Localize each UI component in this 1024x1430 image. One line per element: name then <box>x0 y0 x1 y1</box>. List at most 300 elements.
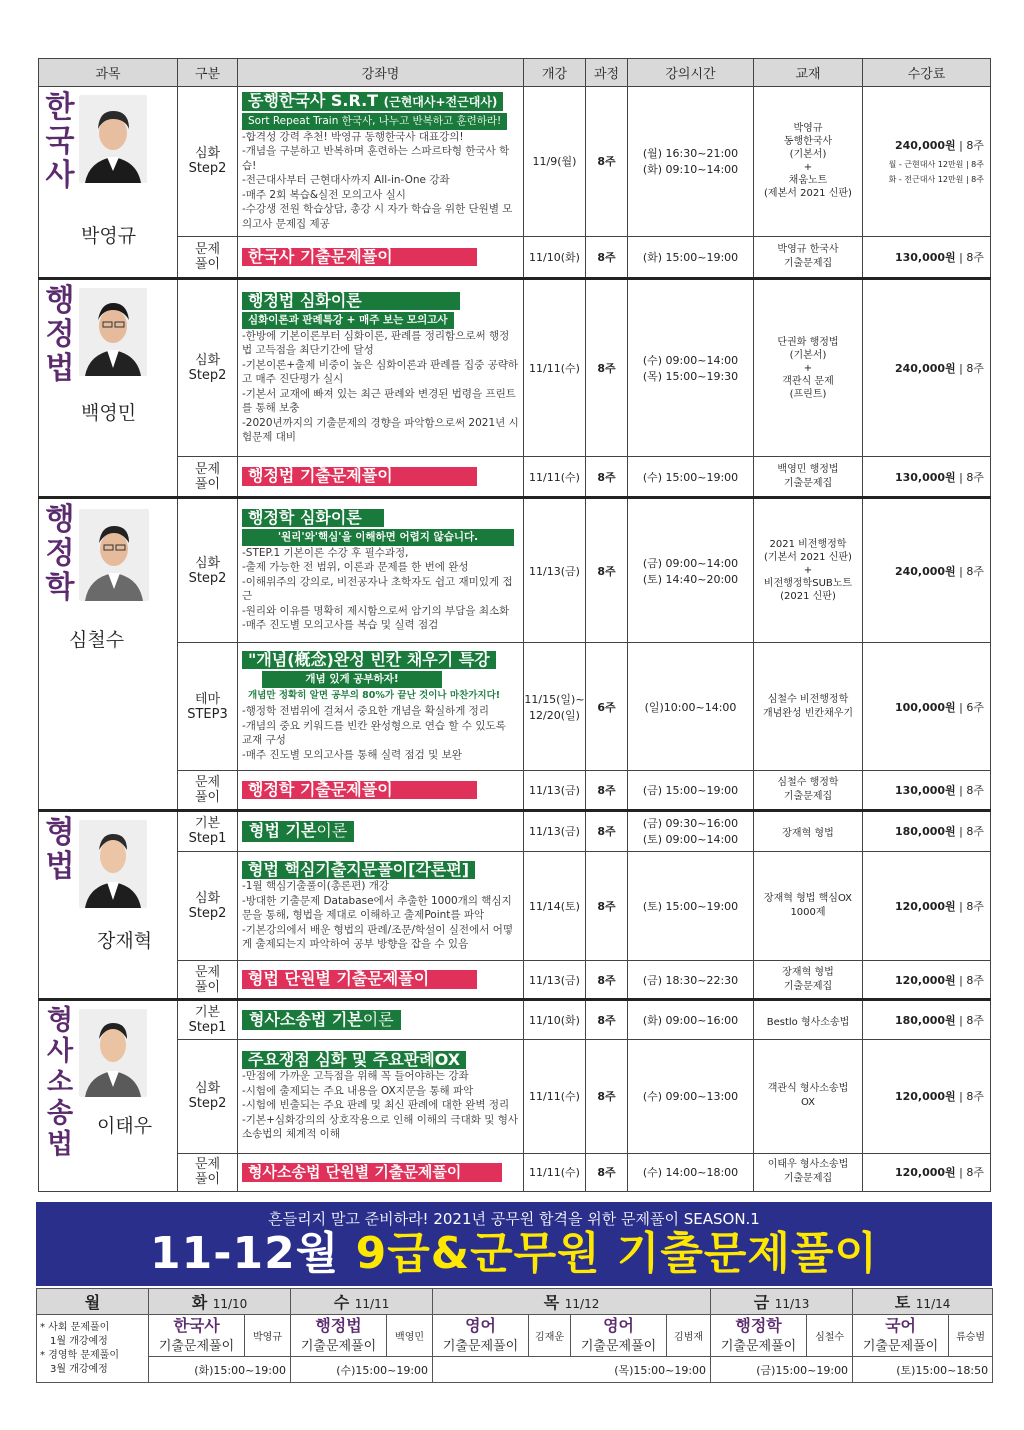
teacher-name: 백영민 <box>81 402 137 424</box>
class-cell <box>433 1315 529 1357</box>
course-info <box>238 1000 524 1040</box>
lecture-time: (토) 15:00~19:00 <box>628 851 754 961</box>
time-line: (화) 09:10~14:00 <box>642 163 739 177</box>
course-title <box>242 92 503 112</box>
start-date: 11/13(금) <box>524 961 586 1000</box>
price-weeks: | 8주 <box>959 783 984 797</box>
table-row <box>39 236 991 278</box>
lecture-time: (일)10:00~14:00 <box>628 643 754 770</box>
type-line: 문제 <box>194 774 221 790</box>
weeks: 6주 <box>586 643 628 770</box>
teacher-photo <box>79 288 147 376</box>
weeks: 8주 <box>586 1000 628 1040</box>
class-cell <box>571 1315 667 1357</box>
price-weeks: | 8주 <box>959 973 984 987</box>
subject-cell-crimlaw <box>39 811 178 1000</box>
day-header <box>291 1289 433 1315</box>
table-row <box>39 457 991 498</box>
course-info <box>238 236 524 278</box>
book-line: 박영규 한국사 <box>777 243 839 255</box>
date-line: 11/15(일)~ <box>524 692 585 706</box>
class-teacher: 심철수 <box>807 1315 853 1357</box>
header-start: 개강 <box>524 59 586 87</box>
type-line: STEP3 <box>187 706 228 722</box>
lecture-time <box>628 498 754 643</box>
table-row <box>39 1153 991 1191</box>
teacher-photo <box>79 820 147 908</box>
lecture-time <box>628 811 754 852</box>
price-value: 120,000원 <box>894 900 956 913</box>
start-date: 11/13(금) <box>524 498 586 643</box>
price-value: 130,000원 <box>894 470 956 484</box>
header-price: 수강료 <box>863 59 991 87</box>
class-teacher: 박영규 <box>245 1315 291 1357</box>
note-line: 1월 개강예정 <box>50 1335 108 1347</box>
course-title: 행정학 심화이론 <box>242 509 384 528</box>
book-line: 이태우 형사소송법 <box>767 1159 849 1171</box>
course-info <box>238 87 524 237</box>
note-line: * 사회 문제풀이 <box>40 1321 110 1333</box>
day-date: 11/13 <box>774 1297 810 1311</box>
class-time: (토)15:00~18:50 <box>853 1357 993 1383</box>
day-label: 화 <box>191 1293 208 1312</box>
price <box>863 87 991 237</box>
subject-title: 행정학 <box>45 502 75 605</box>
bullet: -매주 진도별 모의고사를 복습 및 실력 점검 <box>242 619 439 632</box>
class-cell <box>149 1315 245 1357</box>
course-info <box>238 961 524 1000</box>
promo-banner <box>36 1202 992 1286</box>
time-line: (금) 09:30~16:00 <box>642 817 739 831</box>
price-weeks: | 8주 <box>959 470 984 484</box>
monday-notes <box>37 1315 149 1383</box>
price-value: 100,000원 <box>894 700 956 714</box>
book-line: + <box>803 362 813 374</box>
price-weeks: | 8주 <box>959 1090 984 1104</box>
textbook <box>754 851 863 961</box>
table-row <box>39 87 991 237</box>
book-line: (기본서) <box>789 349 827 361</box>
price <box>863 961 991 1000</box>
bullet: -기본이론+출제 비중이 높은 심화이론과 판례를 집중 공략하고 매주 진단평가 실시 <box>242 358 519 386</box>
price-weeks: | 6주 <box>959 700 984 714</box>
title-text: 동행한국사 S.R.T <box>248 90 379 110</box>
bullet: -전근대사부터 근현대사까지 All-in-One 강좌 <box>242 174 450 187</box>
type-line: 기본 <box>194 1005 221 1021</box>
class-label: 기출문제풀이 <box>442 1339 519 1354</box>
course-info <box>238 457 524 498</box>
start-date: 11/11(수) <box>524 457 586 498</box>
weeks: 8주 <box>586 236 628 278</box>
bullet: -매주 2회 복습&실전 모의고사 실시 <box>242 188 406 201</box>
class-subject: 국어 <box>885 1316 917 1335</box>
type-line: 심화 <box>194 1081 221 1097</box>
day-date: 11/11 <box>354 1297 390 1311</box>
bullet: -시험에 출제되는 주요 내용을 OX지문을 통해 파악 <box>242 1084 474 1097</box>
book-line: 박영규 <box>793 123 823 135</box>
book-line: 객관식 문제 <box>782 375 834 387</box>
type-line: Step1 <box>188 831 227 847</box>
header-course: 강좌명 <box>238 59 524 87</box>
course-subtitle: Sort Repeat Train 한국사, 나누고 반복하고 훈련하라! <box>242 113 507 130</box>
teacher-photo <box>79 95 147 183</box>
class-time: (목)15:00~19:00 <box>433 1357 711 1383</box>
lecture-time: (수) 14:00~18:00 <box>628 1153 754 1191</box>
time-line: (월) 16:30~21:00 <box>642 147 739 161</box>
time-line: (토) 09:00~14:00 <box>642 833 739 847</box>
type-line: 풀이 <box>194 1172 221 1188</box>
bullet: -합격성 강력 추천! 박영규 동행한국사 대표강의! <box>242 130 464 143</box>
day-header <box>711 1289 853 1315</box>
subject-title: 형사소송법 <box>46 1005 74 1160</box>
book-line: (프린트) <box>789 388 827 400</box>
table-row <box>39 1040 991 1153</box>
bullet: -수강생 전원 학습상담, 총강 시 자가 학습을 위한 단원별 모의고사 문제집 제공 <box>242 203 513 230</box>
subject-cell-crimproc <box>39 1000 178 1192</box>
subject-cell-korhist <box>39 87 178 279</box>
type-line: Step2 <box>188 570 227 586</box>
book-line: 백영민 행정법 <box>777 463 839 475</box>
book-line: (기본서 2021 신판) <box>764 552 852 564</box>
day-label: 토 <box>894 1293 911 1312</box>
course-type <box>178 279 238 457</box>
teacher-name: 이태우 <box>97 1115 153 1137</box>
time-line: (수) 09:00~14:00 <box>642 354 739 368</box>
day-header <box>433 1289 711 1315</box>
price-value: 240,000원 <box>894 139 956 153</box>
day-label: 월 <box>84 1293 101 1312</box>
type-line: Step2 <box>188 368 227 384</box>
book-line: 단권화 행정법 <box>777 336 839 348</box>
price-value: 130,000원 <box>894 783 956 797</box>
price-value: 120,000원 <box>894 1090 956 1104</box>
lecture-time: (금) 18:30~22:30 <box>628 961 754 1000</box>
banner-title-months: 11-12월 <box>150 1228 356 1279</box>
type-line: Step2 <box>188 906 227 921</box>
course-type <box>178 498 238 643</box>
weekday-class-row <box>37 1315 993 1357</box>
weeks: 8주 <box>586 961 628 1000</box>
title-sub: (근현대사+전근대사) <box>383 94 498 109</box>
price <box>863 1153 991 1191</box>
course-type <box>178 643 238 770</box>
class-label: 기출문제풀이 <box>158 1339 235 1354</box>
class-label: 기출문제풀이 <box>720 1339 797 1354</box>
type-line: Step2 <box>188 1096 227 1112</box>
bullet: -개념의 중요 키워드를 빈칸 완성형으로 연습 할 수 있도록 교재 구성 <box>242 719 506 747</box>
course-subtitle: 개념 있게 공부하자! <box>262 671 442 688</box>
course-subtitle: 심화이론과 판례특강 + 매주 보는 모의고사 <box>242 312 454 329</box>
course-info <box>238 643 524 770</box>
price <box>863 279 991 457</box>
book-line: 1000제 <box>790 907 826 918</box>
course-info <box>238 851 524 961</box>
table-row <box>39 770 991 810</box>
class-time: (화)15:00~19:00 <box>149 1357 291 1383</box>
start-date: 11/13(금) <box>524 770 586 810</box>
price <box>863 851 991 961</box>
price-weeks: | 8주 <box>959 139 984 153</box>
header-weeks: 과정 <box>586 59 628 87</box>
book-line: + <box>803 565 813 577</box>
teacher-photo <box>79 1009 147 1097</box>
class-time: (금)15:00~19:00 <box>711 1357 853 1383</box>
course-type <box>178 811 238 852</box>
start-date <box>524 643 586 770</box>
class-label: 기출문제풀이 <box>300 1339 377 1354</box>
course-title: 형법 핵심기출지문풀이[각론편] <box>242 861 475 880</box>
course-title: 형사소송법 단원별 기출문제풀이 <box>242 1163 502 1182</box>
class-teacher: 백영민 <box>387 1315 433 1357</box>
day-label: 금 <box>753 1293 770 1312</box>
textbook <box>754 236 863 278</box>
price-value: 130,000원 <box>894 250 956 264</box>
type-line: 문제 <box>194 964 221 980</box>
price-weeks: | 8주 <box>959 250 984 264</box>
subject-cell-admlaw <box>39 279 178 498</box>
table-row <box>39 279 991 457</box>
header-subject: 과목 <box>39 59 178 87</box>
day-date: 11/12 <box>564 1297 600 1311</box>
weeks: 8주 <box>586 87 628 237</box>
price-weeks: | 8주 <box>959 362 984 376</box>
weeks: 8주 <box>586 457 628 498</box>
header-type: 구분 <box>178 59 238 87</box>
book-line: 비전행정학SUB노트 <box>763 578 853 590</box>
price-value: 180,000원 <box>894 1014 956 1028</box>
lecture-time: (금) 15:00~19:00 <box>628 770 754 810</box>
price <box>863 1000 991 1040</box>
book-line: 동행한국사 <box>783 136 833 148</box>
weekly-schedule-table <box>36 1288 993 1383</box>
date-line: 12/20(일) <box>529 708 580 722</box>
bullet: -행정학 전범위에 걸쳐서 중요한 개념을 확실하게 정리 <box>242 705 489 718</box>
textbook <box>754 457 863 498</box>
day-header <box>37 1289 149 1315</box>
lecture-time: (화) 15:00~19:00 <box>628 236 754 278</box>
book-line: + <box>803 162 813 174</box>
subject-title: 행정법 <box>45 283 75 386</box>
subject-cell-admsci <box>39 498 178 811</box>
price-value: 240,000원 <box>894 564 956 578</box>
lecture-time: (수) 15:00~19:00 <box>628 457 754 498</box>
course-title: 행정학 기출문제풀이 <box>242 781 477 800</box>
textbook <box>754 279 863 457</box>
type-line: 심화 <box>194 891 221 906</box>
textbook <box>754 643 863 770</box>
book-line: (제본서 2021 신판) <box>764 188 852 200</box>
textbook <box>754 770 863 810</box>
class-time: (수)15:00~19:00 <box>291 1357 433 1383</box>
price-value: 240,000원 <box>894 362 956 376</box>
price-note: 화 - 전근대사 12만원 | 8주 <box>888 175 984 185</box>
course-type <box>178 1040 238 1153</box>
class-label: 기출문제풀이 <box>862 1339 939 1354</box>
course-schedule-table <box>38 58 991 1192</box>
course-type <box>178 770 238 810</box>
time-line: (금) 09:00~14:00 <box>642 556 739 570</box>
banner-title <box>36 1229 992 1279</box>
class-subject: 영어 <box>465 1316 496 1335</box>
price-value: 120,000원 <box>894 973 956 987</box>
weeks: 8주 <box>586 1153 628 1191</box>
price-weeks: | 8주 <box>959 900 984 913</box>
header-time: 강의시간 <box>628 59 754 87</box>
book-line: 기출문제집 <box>783 980 833 992</box>
title-text: 형사소송법 기본 <box>249 1009 363 1029</box>
bullet: -STEP.1 기본이론 수강 후 필수과정, <box>242 546 409 559</box>
type-line: 풀이 <box>194 476 221 492</box>
start-date: 11/10(화) <box>524 1000 586 1040</box>
bullet: -기본+심화강의의 상호작용으로 인해 이해의 극대화 및 형사소송법의 체계적 이해 <box>242 1113 519 1141</box>
table-row <box>39 643 991 770</box>
class-subject: 행정법 <box>315 1316 362 1335</box>
table-row <box>39 961 991 1000</box>
price-weeks: | 8주 <box>959 1014 984 1028</box>
course-type <box>178 457 238 498</box>
time-line: (목) 15:00~19:30 <box>642 370 739 384</box>
table-row <box>39 498 991 643</box>
type-line: 심화 <box>194 146 221 162</box>
class-cell <box>853 1315 949 1357</box>
start-date: 11/11(수) <box>524 1153 586 1191</box>
course-title <box>242 821 354 842</box>
weeks: 8주 <box>586 498 628 643</box>
type-line: 풀이 <box>194 789 221 805</box>
weekday-time-row <box>37 1357 993 1383</box>
subject-title: 한국사 <box>45 90 75 193</box>
bullet: -시험에 빈출되는 주요 판례 및 최신 판례에 대한 완벽 정리 <box>242 1099 510 1112</box>
book-line: 채움노트 <box>788 175 828 187</box>
banner-title-highlight: 9급&군무원 기출문제풀이 <box>355 1228 878 1279</box>
day-header <box>853 1289 993 1315</box>
type-line: 심화 <box>194 353 221 369</box>
title-text-suffix: 이론 <box>362 1009 394 1029</box>
day-date: 11/10 <box>212 1297 248 1311</box>
course-title: 주요쟁점 심화 및 주요판례OX <box>242 1051 466 1070</box>
start-date: 11/13(금) <box>524 811 586 852</box>
price <box>863 643 991 770</box>
book-line: OX <box>800 1097 816 1109</box>
bullet: -1월 핵심기출풀이(총론편) 개강 <box>242 880 390 892</box>
course-info <box>238 1153 524 1191</box>
table-row <box>39 851 991 961</box>
course-title: 한국사 기출문제풀이 <box>242 248 477 267</box>
book-line: 장재혁 형법 핵심OX <box>763 893 853 904</box>
day-label: 목 <box>543 1293 560 1312</box>
lecture-time <box>628 279 754 457</box>
class-cell <box>711 1315 807 1357</box>
class-subject: 한국사 <box>173 1316 220 1335</box>
textbook <box>754 961 863 1000</box>
table-row <box>39 811 991 852</box>
bullet: -개념을 구분하고 반복하며 훈련하는 스파르타형 한국사 학습! <box>242 145 510 172</box>
course-type <box>178 1000 238 1040</box>
price-weeks: | 8주 <box>959 825 984 839</box>
bullet: -2020년까지의 기출문제의 경향을 파악함으로써 2021년 시험문제 대비 <box>242 416 519 444</box>
course-tagline: 개념만 정확히 알면 공부의 80%가 끝난 것이나 마찬가지다! <box>242 688 506 705</box>
start-date: 11/10(화) <box>524 236 586 278</box>
bullet: -이해위주의 강의로, 비전공자나 초학자도 쉽고 재미있게 접근 <box>242 575 513 603</box>
type-line: 테마 <box>194 691 221 707</box>
time-line: (토) 14:40~20:00 <box>642 572 739 586</box>
class-subject: 행정학 <box>735 1316 782 1335</box>
type-line: 문제 <box>194 241 221 257</box>
day-label: 수 <box>333 1293 350 1312</box>
price <box>863 236 991 278</box>
book-line: 2021 비전행정학 <box>769 539 847 551</box>
table-row <box>39 1000 991 1040</box>
start-date: 11/11(수) <box>524 1040 586 1153</box>
textbook <box>754 1040 863 1153</box>
note-line: 3월 개강예정 <box>50 1363 108 1375</box>
book-line: 개념완성 빈칸채우기 <box>762 707 854 719</box>
title-text-suffix: 이론 <box>316 821 348 841</box>
price <box>863 498 991 643</box>
course-title: 행정법 심화이론 <box>242 292 460 311</box>
bullet: -원리와 이유를 명확히 제시함으로써 암기의 부담을 최소화 <box>242 604 510 617</box>
type-line: 풀이 <box>194 979 221 995</box>
bullet: -한방에 기본이론부터 심화이론, 판례를 정리함으로써 행정법 고득점을 최단기간에 달성 <box>242 329 510 357</box>
course-type <box>178 87 238 237</box>
course-info <box>238 770 524 810</box>
book-line: 심철수 비전행정학 <box>767 693 849 705</box>
weeks: 8주 <box>586 1040 628 1153</box>
price <box>863 770 991 810</box>
course-subtitle: '원리'와'핵심'을 이해하면 어렵지 않습니다. <box>242 529 514 546</box>
start-date: 11/9(월) <box>524 87 586 237</box>
class-teacher: 류승범 <box>949 1315 993 1357</box>
header-book: 교재 <box>754 59 863 87</box>
book-line: 기출문제집 <box>783 790 833 802</box>
price-weeks: | 8주 <box>959 1166 984 1180</box>
textbook: 장재혁 형법 <box>754 811 863 852</box>
class-subject: 영어 <box>603 1316 634 1335</box>
price-value: 180,000원 <box>894 825 956 839</box>
price <box>863 1040 991 1153</box>
weeks: 8주 <box>586 770 628 810</box>
book-line: 객관식 형사소송법 <box>767 1083 849 1095</box>
note-line: * 경영학 문제풀이 <box>40 1349 119 1361</box>
weeks: 8주 <box>586 279 628 457</box>
class-teacher: 김재운 <box>529 1315 571 1357</box>
course-title: 행정법 기출문제풀이 <box>242 467 477 486</box>
course-title: "개념(槪念)완성 빈칸 채우기 특강 <box>242 651 496 670</box>
course-info <box>238 811 524 852</box>
course-info <box>238 279 524 457</box>
banner-subtitle: 흔들리지 말고 준비하라! 2021년 공무원 합격을 위한 문제풀이 SEASON.1 <box>268 1210 760 1228</box>
type-line: 문제 <box>194 1157 221 1173</box>
bullet: -매주 진도별 모의고사를 통해 실력 점검 및 보완 <box>242 748 462 761</box>
course-info <box>238 498 524 643</box>
course-title: 형법 단원별 기출문제풀이 <box>242 970 477 989</box>
book-line: 기출문제집 <box>783 257 833 269</box>
type-line: 심화 <box>194 555 221 571</box>
title-text: 형법 기본 <box>249 821 317 841</box>
table-header-row <box>39 59 991 87</box>
lecture-time: (화) 09:00~16:00 <box>628 1000 754 1040</box>
course-type <box>178 851 238 961</box>
teacher-name: 장재혁 <box>97 930 153 952</box>
lecture-time: (수) 09:00~13:00 <box>628 1040 754 1153</box>
lecture-time <box>628 87 754 237</box>
subject-title: 형법 <box>45 815 75 884</box>
bullet: -출제 가능한 전 범위, 이론과 문제를 한 번에 완성 <box>242 561 469 574</box>
weekday-header-row <box>37 1289 993 1315</box>
class-teacher: 김범재 <box>667 1315 711 1357</box>
price-weeks: | 8주 <box>959 564 984 578</box>
book-line: 장재혁 형법 <box>782 966 834 978</box>
